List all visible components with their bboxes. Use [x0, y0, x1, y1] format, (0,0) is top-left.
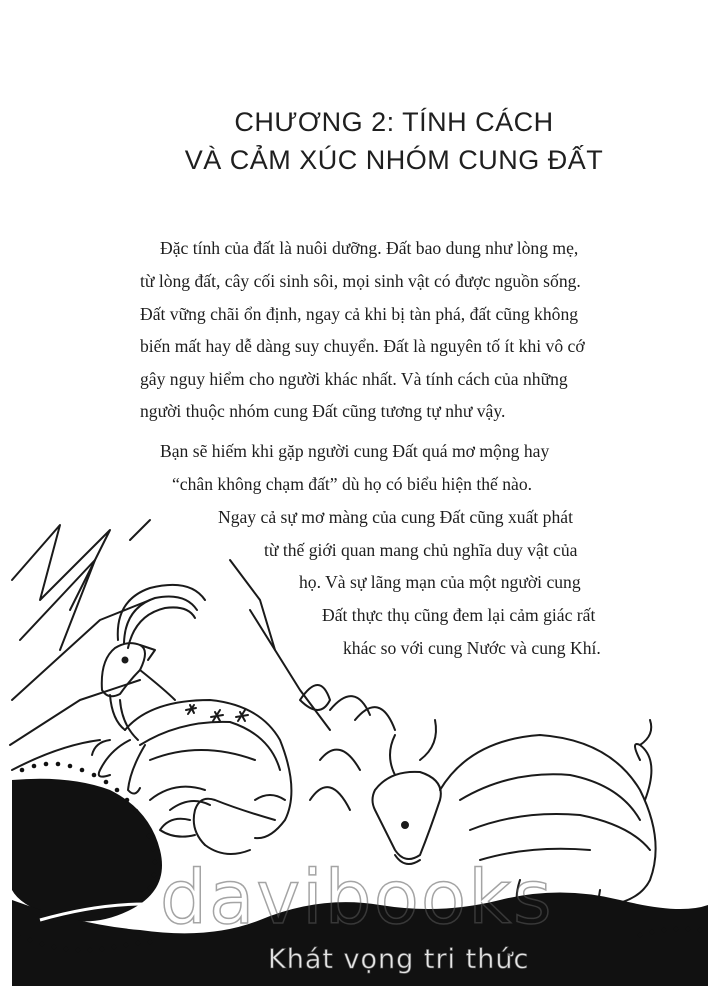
paragraph-1-line: Đặc tính của đất là nuôi dưỡng. Đất bao dung như lòng mẹ,	[160, 238, 579, 258]
watermark-brand: davibooks	[160, 855, 554, 941]
paragraph-1-line: biến mất hay dễ dàng suy chuyển. Đất là nguyên tố ít khi vô cớ	[140, 336, 585, 356]
grass-leaves-drawing	[150, 685, 395, 810]
paragraph-1-line: người thuộc nhóm cung Đất cũng tương tự như vậy.	[140, 401, 506, 421]
paragraph-2-line: khác so với cung Nước và cung Khí.	[343, 638, 601, 658]
chapter-title-line-1: CHƯƠNG 2: TÍNH CÁCH	[234, 107, 554, 137]
paragraph-2-line: họ. Và sự lãng mạn của một người cung	[299, 572, 581, 592]
paragraph-2-line: Đất thực thụ cũng đem lại cảm giác rất	[322, 605, 596, 625]
paragraph-1-line: Đất vững chãi ổn định, ngay cả khi bị tàn phá, đất cũng không	[140, 304, 579, 324]
paragraph-1-line: gây nguy hiểm cho người khác nhất. Và tính cách của những	[140, 369, 568, 389]
paragraph-2-line: từ thế giới quan mang chủ nghĩa duy vật của	[264, 540, 578, 560]
paragraph-2-line: “chân không chạm đất” dù họ có biểu hiện thế nào.	[172, 474, 533, 494]
chapter-title-line-2: VÀ CẢM XÚC NHÓM CUNG ĐẤT	[184, 145, 604, 175]
paragraph-2-line: Bạn sẽ hiếm khi gặp người cung Đất quá mơ mộng hay	[160, 441, 550, 461]
paragraph-1-line: từ lòng đất, cây cối sinh sôi, mọi sinh vật có được nguồn sống.	[140, 271, 581, 291]
paragraph-2-line: Ngay cả sự mơ màng của cung Đất cũng xuất phát	[218, 507, 573, 527]
watermark-slogan: Khát vọng tri thức	[268, 944, 530, 975]
background-sketch-strokes	[10, 520, 330, 770]
